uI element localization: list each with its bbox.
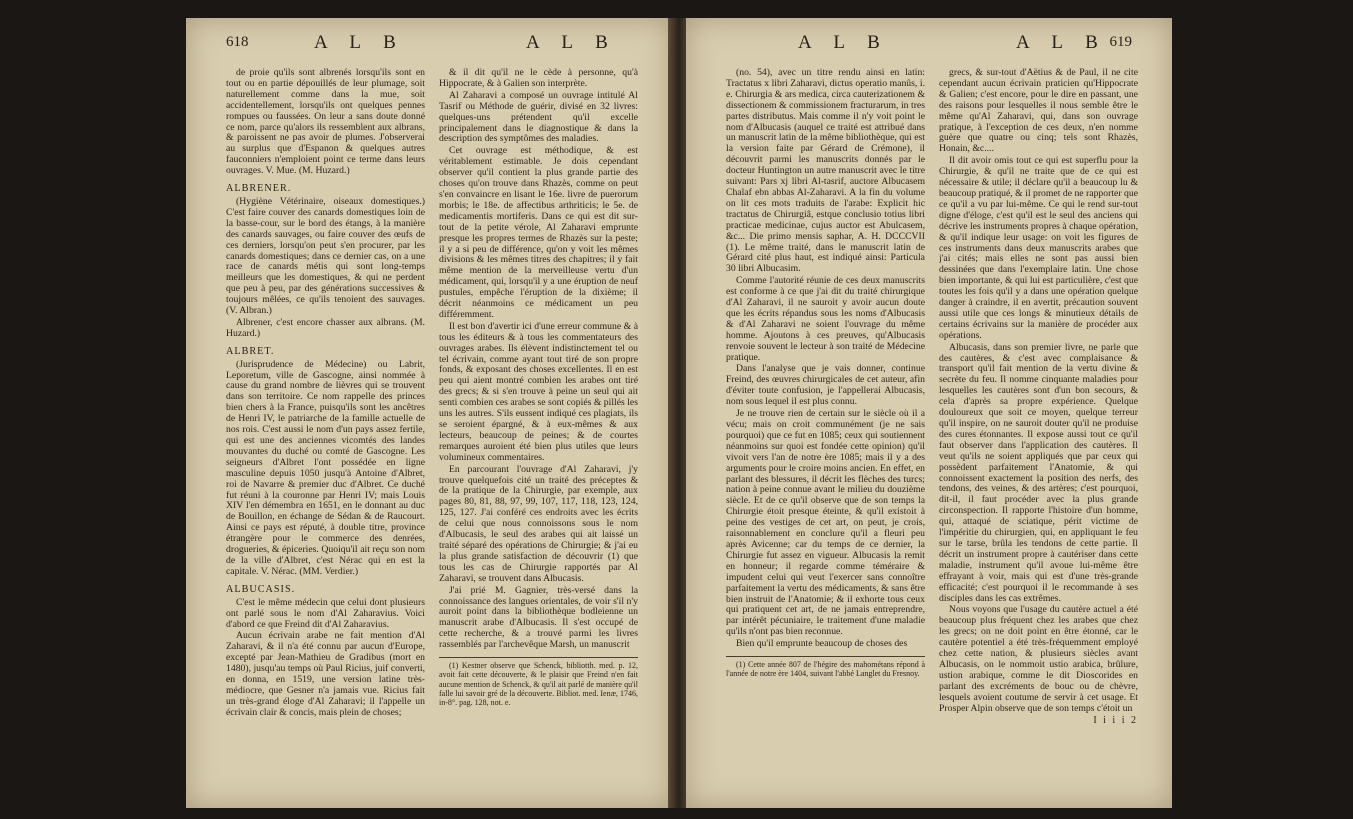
left-running-head-right: A L B <box>526 32 617 53</box>
footnote: (1) Kestner observe que Schenck, bibliotth. med. p. 12, avoit fait cette découverte, & le plaisir que Freind n'en fait aucune mention de Schenck, & qu'il ait parlé de manière qu'il falle lui savoir gré de la découverte. Bibliot. med. Ienæ, 1746, in-8°. pag. 128, not. e. <box>439 661 638 708</box>
body-paragraph: Je ne trouve rien de certain sur le siècle où il a vécu; mais on croit communément (je ne sais pourquoi) que ce fut en 1085; ceux qui soutiennent néanmoins sur quoi est fondée cette opinion) qu'il vivoit vers l'an de notre ère 1085; mais il y a des arguments pour le croire moins ancien. En effet, en parlant des blessures, il décrit les flèches des turcs; nation à peine connue avant le milieu du douzième siècle. Et de ce qu'il observe que de son temps la Chirurgie étoit presque éteinte, & qu'il existoit à peine des vestiges de cet art, on peut, je crois, raisonnablement en conclure qu'il a fleuri peu après Avicenne; car du temps de ce dernier, la Chirurgie fut assez en vigueur. Albucasis la remit en honneur; il regarde comme téméraire & impudent celui qui veut l'exercer sans connoître parfaitement la vertu des médicaments, & sans être bien instruit de l'Anatomie; & il exhorte tous ceux qui pratiquent cet art, de ne jamais entreprendre, par intérêt pécuniaire, le traitement d'une maladie qu'ils n'ont pas bien reconnue. <box>726 408 925 638</box>
body-paragraph: Al Zaharavi a composé un ouvrage intitulé Al Tasrif ou Méthode de guérir, divisé en 32 livres: quelques-uns prétendent qu'il excelle principalement dans le diagnostique & dans la description des symptômes des maladies. <box>439 89 638 145</box>
body-paragraph: grecs, & sur-tout d'Aëtius & de Paul, il ne cite cependant aucun écrivain praticien qu'Hippocrate & Galien; c'est encore, pour le dire en passant, une des raisons pour lesquelles il nous semble être le même qu'Al Zaharavi, qui, dans son ouvrage pratique, à l'exception de ces deux, n'en nomme guère que quatre ou cinq; tels sont Rhazès, Honain, &c.... <box>939 68 1138 155</box>
body-paragraph: En parcourant l'ouvrage d'Al Zaharavi, j'y trouve quelquefois cité un traité des préceptes & de la pratique de la Chirurgie, par exemple, aux pages 80, 81, 88, 97, 99, 107, 117, 118, 123, 124, 125, 127. J'ai conféré ces endroits avec les écrits de celui que nous connoissons sous le nom d'Albucasis, le seul des arabes qui ait laissé un traité séparé des opérations de Chirurgie; & j'ai eu la plus grande satisfaction de découvrir (1) que tous les cas de Chirurgie rapportés par Al Zaharavi, se trouvent dans Albucasis. <box>439 463 638 584</box>
right-page <box>686 18 1172 808</box>
left-page-number: 618 <box>226 34 249 50</box>
right-running-head-left: A L B <box>798 32 889 53</box>
footnote-rule <box>726 656 925 657</box>
body-paragraph: Albucasis, dans son premier livre, ne parle que des cautères, & c'est avec complaisance & transport qu'il fait mention de la vertu divine & secrète du feu. Il nomme cinquante maladies pour lesquelles les cautères sont d'un bon secours, & cela d'après sa propre expérience. Quelque douloureux que soit ce moyen, quelque terreur qu'il inspire, on ne sauroit douter qu'il ne produise des cures étonnantes. Il expose aussi tout ce qu'il faut observer dans l'application des cautères. Il veut qu'ils ne soient appliqués que par ceux qui possèdent parfaitement l'Anatomie, & qui connoissent exactement la position des nerfs, des tendons, des veines, & des artères; c'est pourquoi, dit-il, il faut procéder avec la plus grande circonspection. Il rapporte l'histoire d'un homme, qui, attaqué de sciatique, périt victime de l'impéritie du chirurgien, qui, en appliquant le feu sur le tarse, brûla les tendons de cette partie. Il décrit un instrument propre à cautériser dans cette maladie, instrument qu'il avoue lui-même être effrayant à voir, mais qui est d'une très-grande efficacité; c'est pourquoi il le recommande à ses disciples dans les cas extrêmes. <box>939 341 1138 604</box>
left-column-1 <box>226 68 425 794</box>
body-paragraph: Nous voyons que l'usage du cautère actuel a été beaucoup plus fréquent chez les arabes que chez les grecs; on ne doit point en être étonné, car le cautère potentiel a été très-fréquemment employé chez cette nation, & plusieurs siècles avant Albucasis, on le nommoit ustio arabica, brûlure, ustion arabique, comme le dit Dioscorides en parlant des excréments de bouc ou de chèvre, lesquels avoient coutume de servir à cet usage. Et Prosper Alpin observe que de son temps c'étoit un <box>939 604 1138 714</box>
body-paragraph: Il est bon d'avertir ici d'une erreur commune & à tous les éditeurs & à tous les commentateurs des ouvrages arabes. Ils élèvent indistinctement tel ou tel écrivain, comme ayant tout tiré de son propre fonds, & exposant des choses excellentes. Il en est peu qui aient montré combien les arabes ont tiré des grecs; & si s'en trouve à peine un seul qui ait senti combien ces arabes se sont copiés & pillés les uns les autres. S'ils eussent indiqué ces plagiats, ils se seroient épargné, & à eux-mêmes & aux lecteurs, beaucoup de peines; & de courtes remarques auroient été bien plus utiles que leurs volumineux commentaires. <box>439 320 638 463</box>
left-running-head-left: A L B <box>314 32 405 53</box>
body-paragraph: Cet ouvrage est méthodique, & est véritablement estimable. Je dois cependant observer qu'il contient la plus grande partie des choses qu'on trouve dans Rhazès, comme on peut s'en convaincre en lisant le 16e. livre de puerorum morbis; le 18e. de affectibus arthriticis; le 5e. de medicamentis mortiferis. Dans ce qui est dit sur-tout de la petite vérole, Al Zaharavi emprunte presque les propres termes de Rhazès sur la peste; il y a si peu de différence, qu'on y voit les mêmes divisions & les mêmes titres des chapitres; il y fait même mention de la merveilleuse vertu d'un médicament, qui, lorsqu'il y a une éruption de neuf pustules, empêche l'éruption de la dixième; il décrit néanmoins ce médicament un peu différemment. <box>439 145 638 320</box>
left-page-header <box>226 32 632 56</box>
right-page-columns <box>726 68 1138 794</box>
body-paragraph: C'est le même médecin que celui dont plusieurs ont parlé sous le nom d'Al Zaharavius. Voici d'abord ce que Freind dit d'Al Zaharavius. <box>226 596 425 630</box>
left-page <box>186 18 672 808</box>
body-paragraph: (Jurisprudence de Médecine) ou Labrit, Leporetum, ville de Gascogne, ainsi nommée à cause du grand nombre de lièvres qui se trouvent dans son territoire. Ce nom rappelle des princes bien chers à la France, puisqu'ils sont les ancêtres de Henri IV, le patriarche de la famille actuelle de nos rois. C'est aussi le nom d'un pays assez fertile, qui est une des anciennes vicomtés des landes mouvantes du duché ou comté de Gascogne. Les seigneurs d'Albret l'ont possédée en ligne masculine depuis 1050 jusqu'à Antoine d'Albret, roi de Navarre & premier duc d'Albret. Ce duché fut réuni à la couronne par Henri IV; mais Louis XIV l'en démembra en 1651, en le donnant au duc de Bouillon, en échange de Sédan & de Raucourt. Ainsi ce pays est réputé, à double titre, province étrangère pour le commerce des denrées, drogueries, & épiceries. Quoiqu'il ait reçu son nom de la ville d'Albret, c'est Nérac qui en est la capitale. V. Nérac. (MM. Verdier.) <box>226 358 425 577</box>
right-column-2 <box>939 68 1138 794</box>
right-page-number: 619 <box>1109 34 1132 50</box>
body-paragraph: Dans l'analyse que je vais donner, continue Freind, des œuvres chirurgicales de cet auteur, afin d'éviter toute confusion, je l'appellerai Albucasis, nom sous lequel il est plus connu. <box>726 363 925 408</box>
left-column-2 <box>439 68 638 794</box>
body-paragraph: Aucun écrivain arabe ne fait mention d'Al Zaharavi, & il n'a été connu par aucun d'Europe, excepté par Jean-Mathieu de Gradibus (mort en 1480), jusqu'au temps où Paul Ricius, juif converti, en donna, en 1519, une version latine très-médiocre, que Gesner n'a jamais vue. Ricius fait un très-grand éloge d'Al Zaharavi; il l'appelle un écrivain clair & concis, mais plein de choses; <box>226 630 425 718</box>
right-page-header <box>726 32 1132 56</box>
body-paragraph: Albrener, c'est encore chasser aux albrans. (M. Huzard.) <box>226 316 425 339</box>
left-page-columns <box>226 68 638 794</box>
footnote: (1) Cette année 807 de l'hégire des mahométans répond à l'année de notre ère 1404, suivant l'abbé Langlet du Fresnoy. <box>726 660 925 679</box>
body-paragraph: (no. 54), avec un titre rendu ainsi en latin: Tractatus x libri Zaharavi, dictus operatio manûs, i. e. Chirurgia & ars medica, circa cauterizationem & dissectionem & commissionem fracturarum, in tres partes distributus. Mais comme il n'y voit point le nom d'Albucasis (auquel ce traité est attribué dans un manuscrit latin de la même bibliothèque, qui est la version faite par Gérard de Crémone), il découvrit parmi les manuscrits donnés par le docteur Huntington un autre manuscrit avec le titre suivant: Pars xj libri Al-tasrif, auctore Albucasem Chalaf ebn abbas Al-Zaharavi. A la fin du volume on lit ces mots traduits de l'arabe: Explicit hic tractatus de Chirurgiâ, estque conclusio totius libri practicae medicinae, cujus auctor est Abulcasem, &c... Die primo mensis saphar, A. H. DCCCVII (1). Le même traité, dans le manuscrit latin de Gérard cité plus haut, est indiqué ainsi: Particula 30 libri Albucasim. <box>726 68 925 275</box>
footnote-rule <box>439 657 638 658</box>
body-paragraph: Comme l'autorité réunie de ces deux manuscrits est conforme à ce que j'ai dit du traité chirurgique d'Al Zaharavi, il ne sauroit y avoir aucun doute que les écrits répandus sous les noms d'Albucasis & d'Al Zaharavi ne soient l'ouvrage du même homme. Ajoutons à ces preuves, qu'Albucasis renvoie souvent le lecteur à son traité de Médecine pratique. <box>726 275 925 363</box>
right-running-head-right: A L B <box>1016 32 1107 53</box>
entry-heading: ALBRET. <box>226 345 275 357</box>
body-paragraph: J'ai prié M. Gagnier, très-versé dans la connoissance des langues orientales, de voir s'il n'y auroit point dans la bibliothèque bodleienne un manuscrit arabe d'Albucasis. Il s'est occupé de cette recherche, & a trouvé parmi les livres rassemblés par l'archevêque Marsh, un manuscrit <box>439 584 638 651</box>
body-paragraph: & il dit qu'il ne le cède à personne, qu'à Hippocrate, & à Galien son interprète. <box>439 68 638 89</box>
body-paragraph: Bien qu'il emprunte beaucoup de choses des <box>736 638 908 650</box>
body-paragraph: (Hygiène Vétérinaire, oiseaux domestiques.) C'est faire couver des canards domestiques loin de la basse-cour, sur le bord des étangs, à la manière des canards sauvages, ou faire couver des œufs de ces derniers, lorsqu'on peut s'en procurer, par les canards domestiques; dans ce dernier cas, on a une race de canards métis qui sont long-temps meilleurs que les domestiques, & qui ne perdent que peu à peu, par des générations successives & toujours mêlées, ce qu'ils tenoient des sauvages. (V. Albran.) <box>226 195 425 317</box>
right-column-1 <box>726 68 925 794</box>
body-paragraph: Il dit avoir omis tout ce qui est superflu pour la Chirurgie, & qu'il ne traite que de ce qui est nécessaire & utile; il déclare qu'il a beaucoup lu & beaucoup pratiqué, & il promet de ne rapporter que ce qu'il a vu par lui-même. Ce qui le rend sur-tout digne d'éloge, c'est qu'il est le seul des anciens qui décrive les instruments propres à chaque opération, & qu'il indique leur usage: on voit les figures de ces instruments dans deux manuscrits arabes que j'ai cités; mais elles ne sont pas aussi bien dessinées que dans l'exemplaire latin. Une chose bien importante, & qui lui est particulière, c'est que toutes les fois qu'il y a dans une opération quelque danger à craindre, il en avertit, précaution souvent aussi utile que ces longs & minutieux détails de certains écrivains sur la manière de procéder aux opérations. <box>939 155 1138 341</box>
signature-mark: I i i i 2 <box>1093 715 1138 727</box>
body-paragraph: de proie qu'ils sont albrenés lorsqu'ils sont en tout ou en partie dépouillés de leur plumage, soit naturellement comme dans la mue, soit accidentellement, lorsqu'ils ont quelques pennes rompues ou faussées. On leur a sans doute donné ce nom, parce qu'alors ils ressemblent aux albrans, & paroissent ne pas avoir de plumes. J'observerai au surplus que d'Espanon & quelques autres fauconniers n'emploient point ce terme dans leurs ouvrages. V. Mue. (M. Huzard.) <box>226 68 425 177</box>
entry-heading: ALBRENER. <box>226 183 292 195</box>
entry-heading: ALBUCASIS. <box>226 583 296 595</box>
